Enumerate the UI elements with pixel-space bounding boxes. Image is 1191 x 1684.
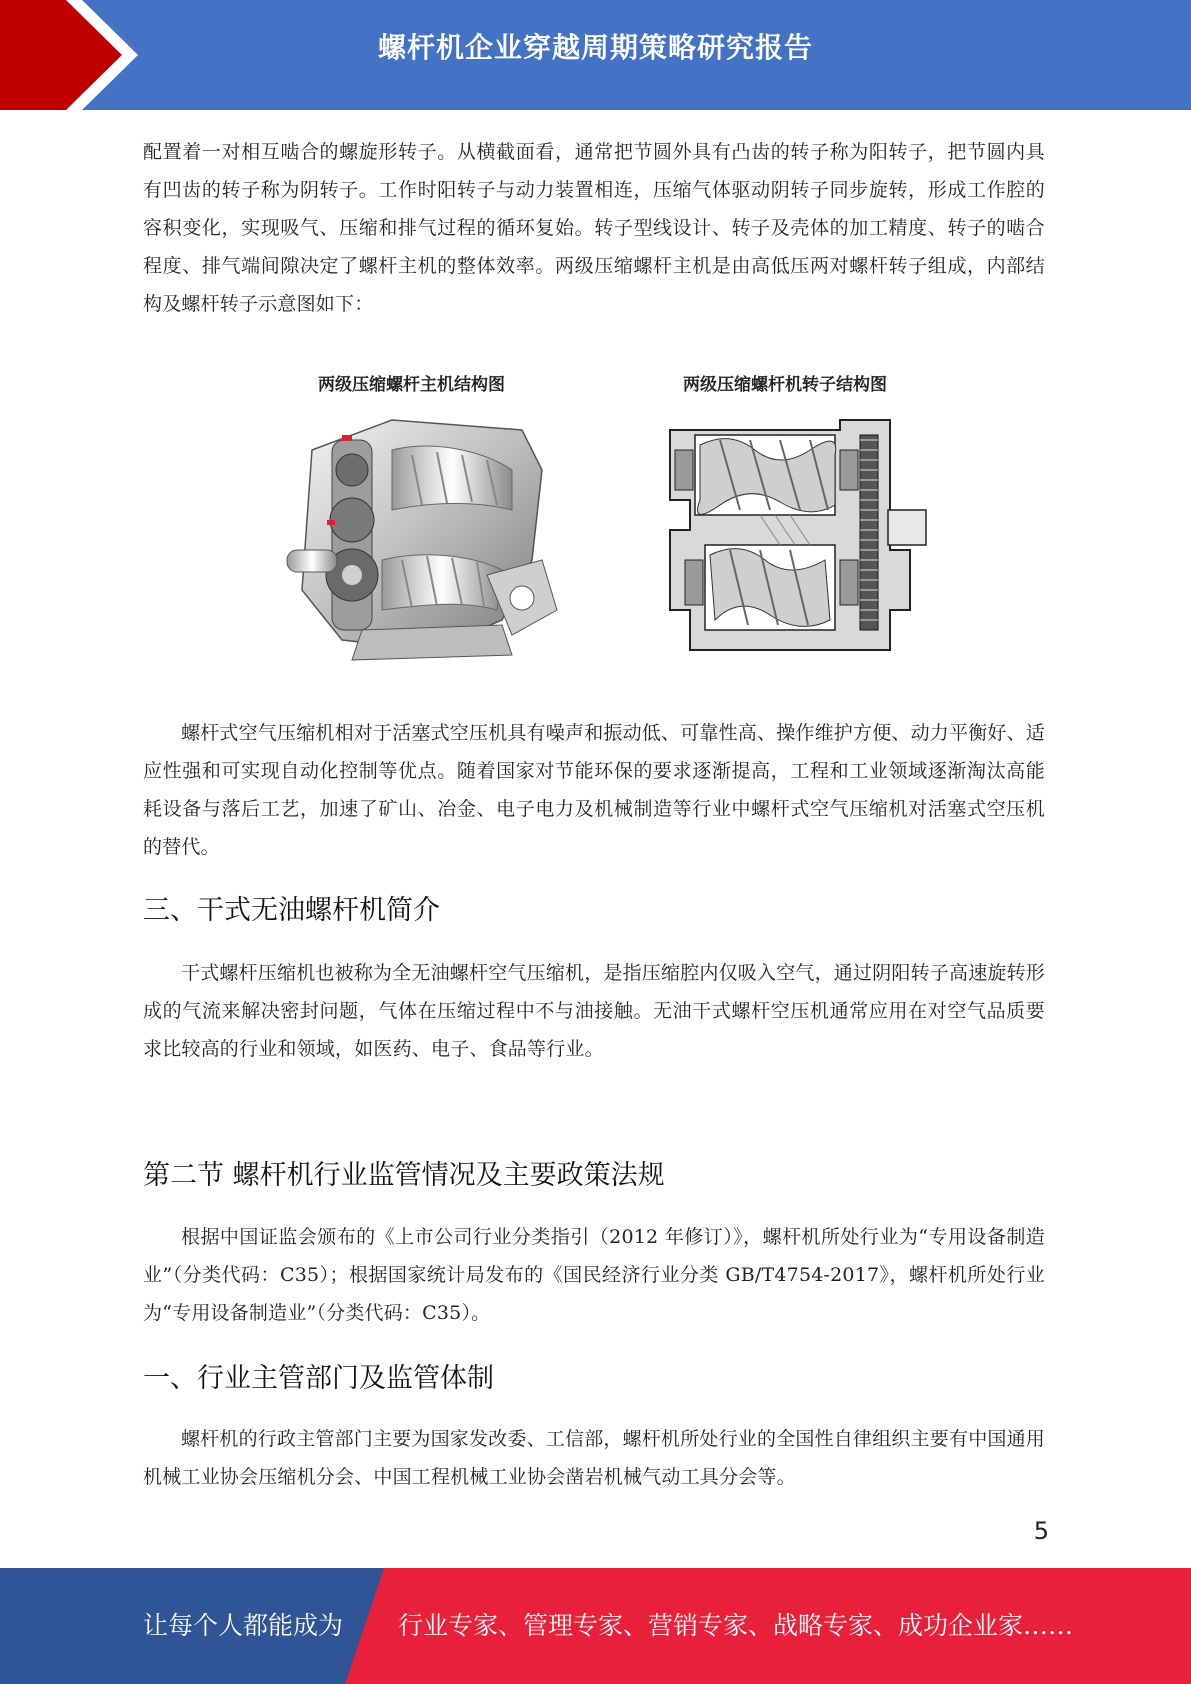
body-section-5: [143, 1420, 1045, 1496]
body-section-3: [143, 954, 1045, 1068]
body-section-1: [143, 133, 1045, 323]
compressor-main-unit-image: [272, 410, 572, 670]
page-footer: [0, 1568, 1191, 1684]
paragraph-dry-screw-description: 干式螺杆压缩机也被称为全无油螺杆空气压缩机，是指压缩腔内仅吸入空气，通过阴阳转子高速旋转形成的气流来解决密封问题，气体在压缩过程中不与油接触。无油干式螺杆空压机通常应用在对空气品质要求比较高的行业和领域，如医药、电子、食品等行业。: [143, 962, 1046, 1060]
paragraph-industry-classification: 根据中国证监会颁布的《上市公司行业分类指引（2012 年修订）》，螺杆机所处行业为“专用设备制造业”（分类代码：C35）；根据国家统计局发布的《国民经济行业分类 GB/T4754-2017》，螺杆机所处行业为“专用设备制造业”（分类代码：C35）。: [143, 1226, 1045, 1324]
rotor-cross-section-image: [660, 410, 932, 668]
figure-caption-right: 两级压缩螺杆机转子结构图: [683, 375, 887, 395]
heading-section-chapter-2: [143, 1153, 1045, 1192]
paragraph-screw-advantages: 螺杆式空气压缩机相对于活塞式空压机具有噪声和振动低、可靠性高、操作维护方便、动力平衡好、适应性强和可实现自动化控制等优点。随着国家对节能环保的要求逐渐提高，工程和工业领域逐渐淘汰高能耗设备与落后工艺，加速了矿山、冶金、电子电力及机械制造等行业中螺杆式空气压缩机对活塞式空压机的替代。: [143, 722, 1046, 858]
footer-slogan-right: 行业专家、管理专家、营销专家、战略专家、成功企业家……: [398, 1611, 1074, 1640]
figure-caption-left: 两级压缩螺杆主机结构图: [318, 375, 505, 395]
paragraph-rotor-description: 配置着一对相互啮合的螺旋形转子。从横截面看，通常把节圆外具有凸齿的转子称为阳转子，把节圆内具有凹齿的转子称为阴转子。工作时阳转子与动力装置相连，压缩气体驱动阴转子同步旋转，形成工作腔的容积变化，实现吸气、压缩和排气过程的循环复始。转子型线设计、转子及壳体的加工精度、转子的啮合程度、排气端间隙决定了螺杆主机的整体效率。两级压缩螺杆主机是由高低压两对螺杆转子组成，内部结构及螺杆转子示意图如下：: [143, 141, 1045, 315]
heading-authority-regulation: 一、行业主管部门及监管体制: [143, 1363, 494, 1394]
heading-regulation-policy: 第二节 螺杆机行业监管情况及主要政策法规: [143, 1160, 665, 1191]
body-section-4: [143, 1218, 1045, 1332]
report-title: 螺杆机企业穿越周期策略研究报告: [377, 31, 813, 64]
heading-section-authority: [143, 1356, 1045, 1395]
body-section-2: [143, 714, 1045, 866]
footer-slogan-left: 让每个人都能成为: [143, 1611, 344, 1640]
heading-section-3: [143, 888, 1045, 927]
page-number: 5: [1033, 1517, 1049, 1545]
paragraph-administrative-authority: 螺杆机的行政主管部门主要为国家发改委、工信部，螺杆机所处行业的全国性自律组织主要有中国通用机械工业协会压缩机分会、中国工程机械工业协会凿岩机械气动工具分会等。: [143, 1428, 1046, 1488]
heading-dry-oil-free-intro: 三、干式无油螺杆机简介: [143, 895, 440, 926]
page-header: [0, 0, 1191, 110]
